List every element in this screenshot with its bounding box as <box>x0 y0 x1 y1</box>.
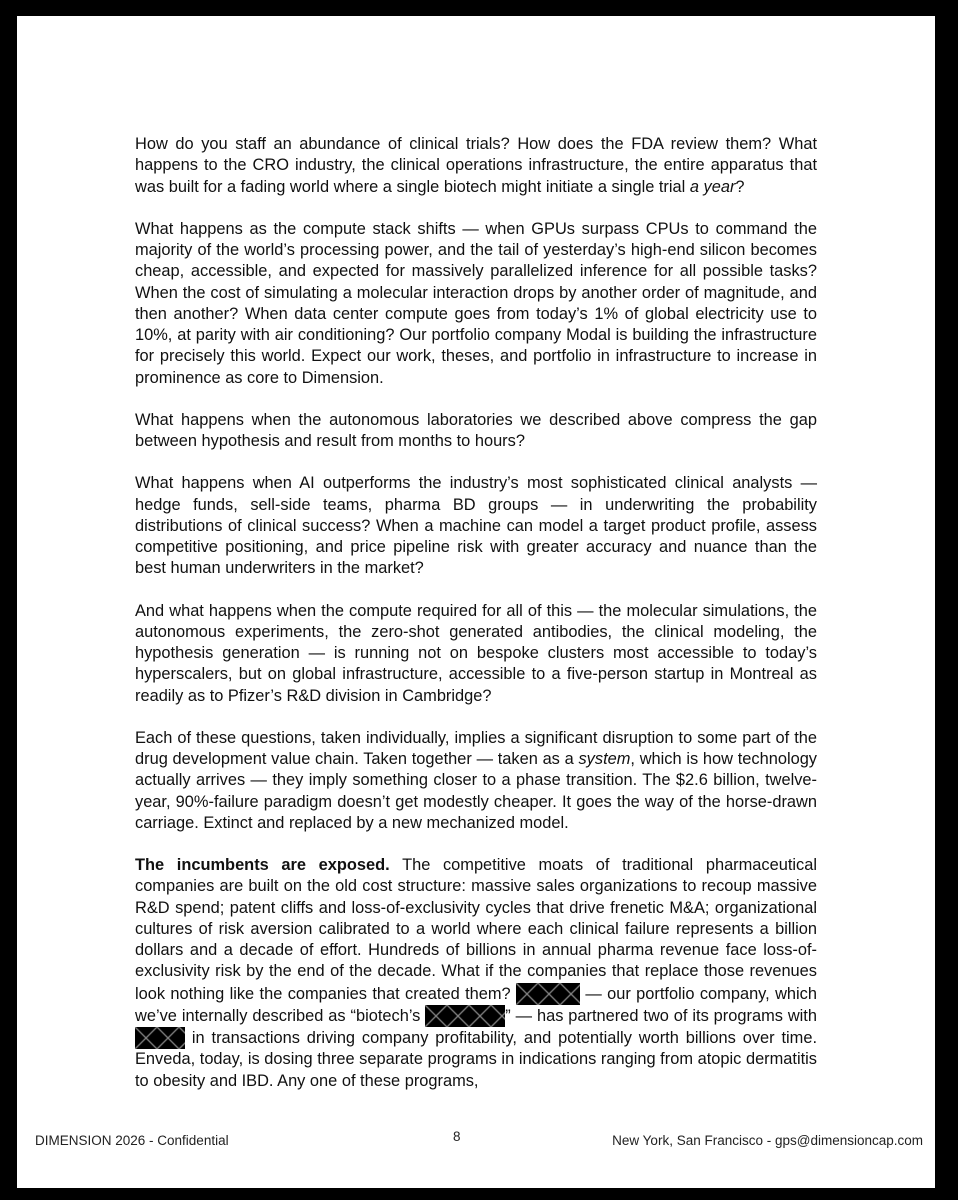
paragraph-incumbents: The incumbents are exposed. The competitive moats of traditional pharmaceutical companies are built on the old cost structure: massive sales organizations to recoup massive R&D spend; patent cliffs and loss-of-exclusivity cycles that drive frenetic M&A; organizational cultures of risk aversion calibrated to a world where each clinical failure represents a billion dollars and a decade of effort. Hundreds of billions in annual pharma revenue face loss-of-exclusivity risk by the end of the decade. What if the companies that replace those revenues look nothing like the companies that created them? — our portfolio company, which we’ve internally described as “biotech’s ” — has partnered two of its programs with in transactions driving company profitability, and potentially worth billions over time. Enveda, today, is dosing three separate programs in indications ranging from atopic dermatitis to obesity and IBD. Any one of these programs, <box>135 856 817 1090</box>
footer-contact: New York, San Francisco - gps@dimensioncap.com <box>612 1133 923 1148</box>
body-text <box>135 134 817 1092</box>
redaction-block <box>135 1027 185 1049</box>
redaction-block <box>425 1005 505 1027</box>
redaction-block <box>516 983 580 1005</box>
paragraph-clinical-trials: How do you staff an abundance of clinical trials? How does the FDA review them? What happens to the CRO industry, the clinical operations infrastructure, the entire apparatus that was built for a fading world where a single biotech might initiate a single trial a year? <box>135 135 817 196</box>
paragraph-autonomous-labs: What happens when the autonomous laboratories we described above compress the gap between hypothesis and result from months to hours? <box>135 410 817 450</box>
paragraph-compute-stack: What happens as the compute stack shifts — when GPUs surpass CPUs to command the majority of the world’s processing power, and the tail of yesterday’s high-end silicon becomes cheap, accessible, and expected for massively parallelized inference for all possible tasks? When the cost of simulating a molecular interaction drops by another order of magnitude, and then another? When data center compute goes from today’s 1% of global electricity use to 10%, at parity with air conditioning? Our portfolio company Modal is building the infrastructure for precisely this world. Expect our work, theses, and portfolio in infrastructure to increase in prominence as core to Dimension. <box>135 219 817 387</box>
paragraph-global-infrastructure: And what happens when the compute required for all of this — the molecular simulations, the autonomous experiments, the zero-shot generated antibodies, the clinical modeling, the hypothesis generation — is running not on bespoke clusters most accessible to today’s hyperscalers, but on global infrastructure, accessible to a five-person startup in Montreal as readily as to Pfizer’s R&D division in Cambridge? <box>135 601 817 705</box>
footer-confidential: DIMENSION 2026 - Confidential <box>35 1133 229 1148</box>
incumbents-heading: The incumbents are exposed. <box>135 856 390 874</box>
page-number: 8 <box>453 1129 461 1144</box>
paragraph-ai-analysts: What happens when AI outperforms the industry’s most sophisticated clinical analysts — hedge funds, sell-side teams, pharma BD groups — in underwriting the probability distributions of clinical success? When a machine can model a target product profile, assess competitive positioning, and price pipeline risk with greater accuracy and nuance than the best human underwriters in the market? <box>135 474 817 578</box>
paragraph-phase-transition: Each of these questions, taken individually, implies a significant disruption to some part of the drug development value chain. Taken together — taken as a system, which is how technology actually arrives — they imply something closer to a phase transition. The $2.6 billion, twelve-year, 90%-failure paradigm doesn’t get modestly cheaper. It goes the way of the horse-drawn carriage. Extinct and replaced by a new mechanized model. <box>135 728 818 832</box>
document-page <box>17 16 935 1188</box>
